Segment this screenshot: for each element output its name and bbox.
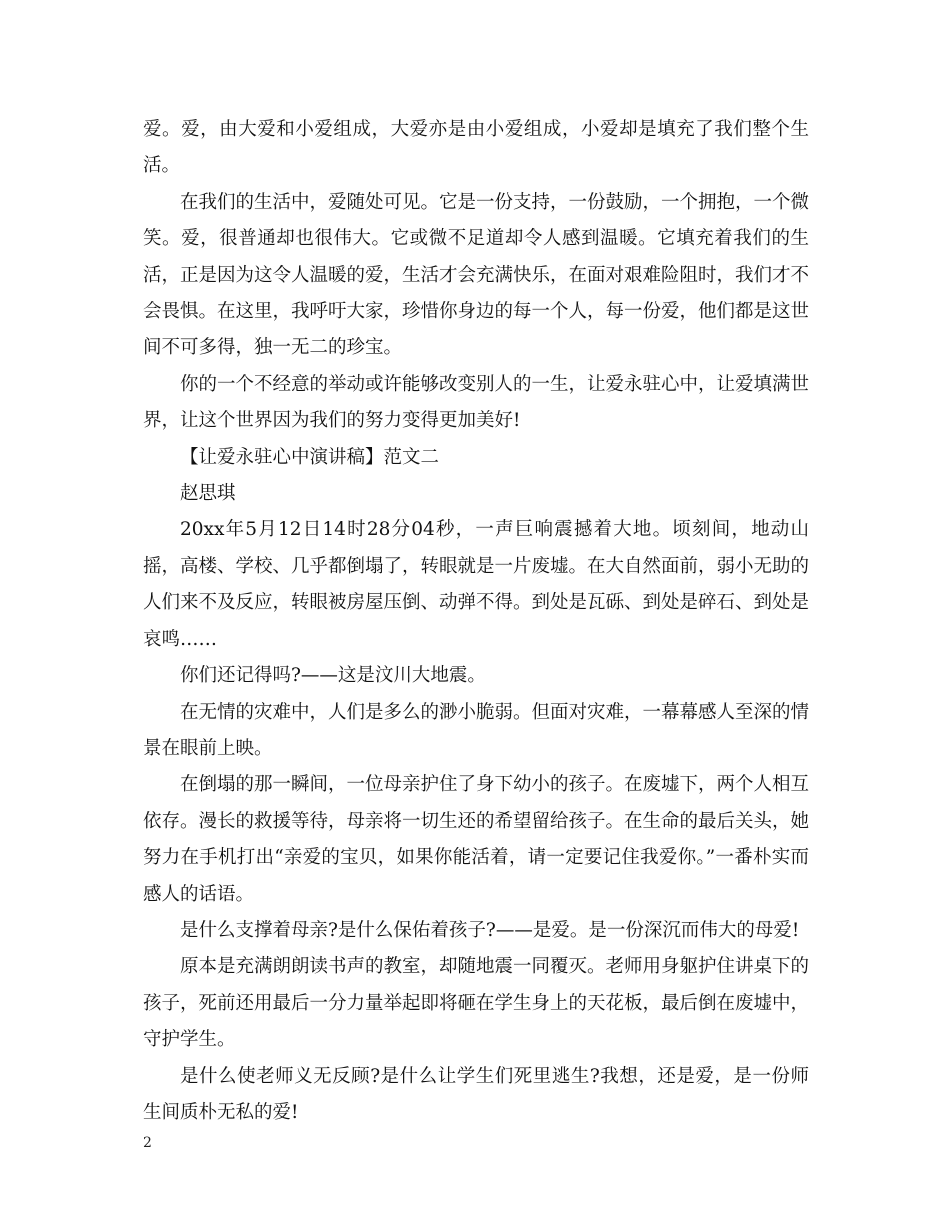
paragraph-10: 是什么支撑着母亲?是什么保佑着孩子?——是爱。是一份深沉而伟大的母爱! bbox=[180, 919, 800, 941]
paragraph-3: 你的一个不经意的举动或许能够改变别人的一生，让爱永驻心中，让爱填满世界，让这个世界因为我们的努力变得更加美好! bbox=[143, 373, 810, 432]
page-number: 2 bbox=[143, 1135, 152, 1151]
paragraph-1: 爱。爱，由大爱和小爱组成，大爱亦是由小爱组成，小爱却是填充了我们整个生活。 bbox=[143, 119, 809, 177]
paragraph-9: 在倒塌的那一瞬间，一位母亲护住了身下幼小的孩子。在废墟下，两个人相互依存。漫长的救援等待，母亲将一切生还的希望留给孩子。在生命的最后关头，她努力在手机打出“亲爱的宝贝，如果你能活着，请一定要记住我爱你。”一番朴实而感人的话语。 bbox=[143, 774, 810, 905]
author-name: 赵思琪 bbox=[180, 483, 236, 505]
paragraph-7: 你们还记得吗?——这是汶川大地震。 bbox=[180, 665, 486, 687]
document-body bbox=[143, 112, 809, 1131]
paragraph-2: 在我们的生活中，爱随处可见。它是一份支持，一份鼓励，一个拥抱，一个微笑。爱，很普通却也很伟大。它或微不足道却令人感到温暖。它填充着我们的生活，正是因为这令人温暖的爱，生活才会充满快乐，在面对艰难险阻时，我们才不会畏惧。在这里，我呼吁大家，珍惜你身边的每一个人，每一份爱，他们都是这世间不可多得，独一无二的珍宝。 bbox=[143, 191, 810, 359]
paragraph-6: 20xx年5月12日14时28分04秒，一声巨响震撼着大地。顷刻间，地动山摇，高楼、学校、几乎都倒塌了，转眼就是一片废墟。在大自然面前，弱小无助的人们来不及反应，转眼被房屋压倒、动弹不得。到处是瓦砾、到处是碎石、到处是哀鸣…… bbox=[143, 519, 810, 650]
paragraph-11: 原本是充满朗朗读书声的教室，却随地震一同覆灭。老师用身躯护住讲桌下的孩子，死前还用最后一分力量举起即将砸在学生身上的天花板，最后倒在废墟中，守护学生。 bbox=[143, 956, 810, 1051]
paragraph-12: 是什么使老师义无反顾?是什么让学生们死里逃生?我想，还是爱，是一份师生间质朴无私的爱! bbox=[143, 1065, 809, 1123]
paragraph-8: 在无情的灾难中，人们是多么的渺小脆弱。但面对灾难，一幕幕感人至深的情景在眼前上映。 bbox=[143, 701, 810, 759]
section-heading: 【让爱永驻心中演讲稿】范文二 bbox=[180, 446, 440, 468]
